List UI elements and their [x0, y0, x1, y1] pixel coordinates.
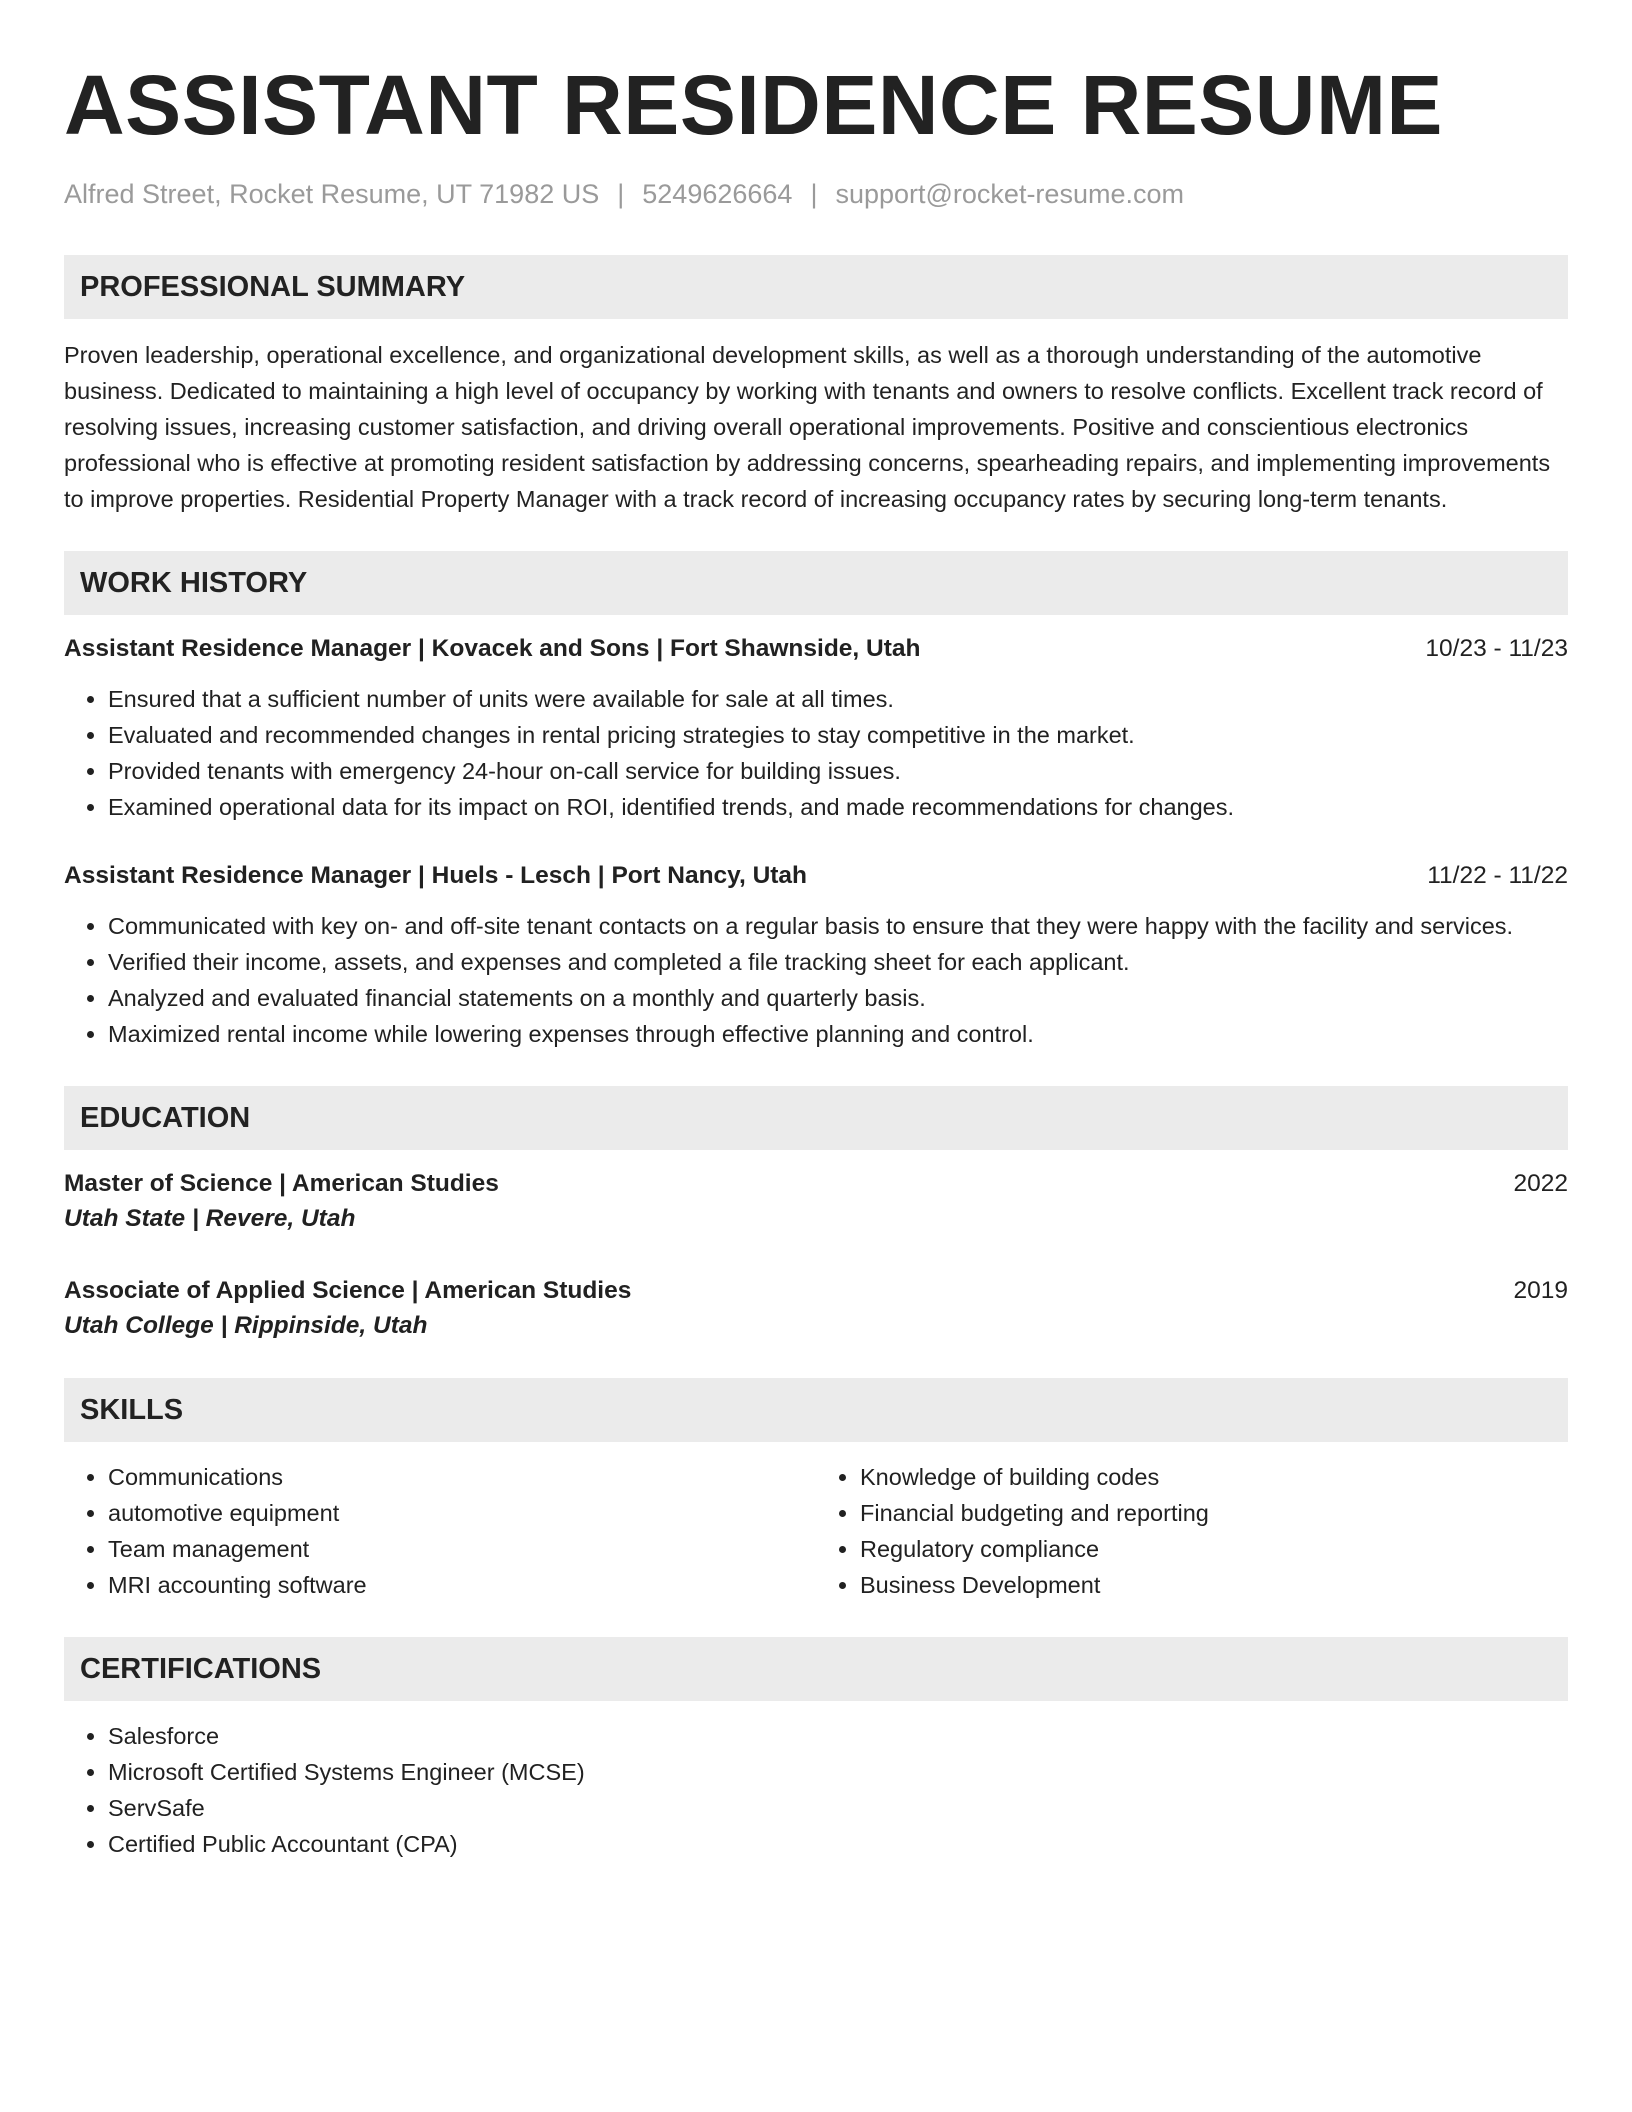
job-bullets	[64, 681, 1568, 825]
job-title: Assistant Residence Manager | Kovacek and Sons | Fort Shawnside, Utah	[64, 635, 921, 662]
job-bullet: • Ensured that a sufficient number of units were available for sale at all times.	[108, 681, 1568, 717]
certifications-list	[64, 1718, 1568, 1862]
job-bullet: • Provided tenants with emergency 24-hour on-call service for building issues.	[108, 753, 1568, 789]
job-dates: 11/22 - 11/22	[1427, 862, 1568, 889]
education-degree: Associate of Applied Science | American Studies	[64, 1277, 632, 1304]
education-entry	[64, 1274, 1568, 1344]
contact-address: Alfred Street, Rocket Resume, UT 71982 US	[64, 179, 600, 209]
section-header-summary: PROFESSIONAL SUMMARY	[64, 255, 1568, 319]
education-school: Utah State | Revere, Utah	[64, 1205, 356, 1232]
job-bullet: • Analyzed and evaluated financial statements on a monthly and quarterly basis.	[108, 980, 1568, 1016]
contact-separator: |	[810, 179, 818, 209]
skill-item: • MRI accounting software	[108, 1567, 816, 1603]
education-year: 2019	[1513, 1277, 1568, 1304]
certification-item: • Certified Public Accountant (CPA)	[108, 1826, 1568, 1862]
job-bullet: • Examined operational data for its impact on ROI, identified trends, and made recommendations for changes.	[108, 789, 1568, 825]
contact-line	[64, 176, 1568, 212]
job-dates: 10/23 - 11/23	[1425, 635, 1568, 662]
contact-phone: 5249626664	[642, 179, 793, 209]
skill-item: • Team management	[108, 1531, 816, 1567]
skills-bullets	[64, 1459, 816, 1603]
skills-list	[64, 1459, 1568, 1603]
section-header-certifications: CERTIFICATIONS	[64, 1637, 1568, 1701]
skills-column-left	[64, 1459, 816, 1603]
education-year: 2022	[1513, 1170, 1568, 1197]
education-school: Utah College | Rippinside, Utah	[64, 1312, 428, 1339]
section-header-skills: SKILLS	[64, 1378, 1568, 1442]
section-header-work-history: WORK HISTORY	[64, 551, 1568, 615]
skill-item: • Communications	[108, 1459, 816, 1495]
education-header	[64, 1274, 1568, 1308]
certification-item: • Salesforce	[108, 1718, 1568, 1754]
job-bullet: • Communicated with key on- and off-site tenant contacts on a regular basis to ensure that they were happy with the facility and services.	[108, 908, 1568, 944]
contact-separator: |	[617, 179, 625, 209]
certification-item: • Microsoft Certified Systems Engineer (MCSE)	[108, 1754, 1568, 1790]
section-header-education: EDUCATION	[64, 1086, 1568, 1150]
skills-bullets	[816, 1459, 1568, 1603]
education-degree: Master of Science | American Studies	[64, 1170, 499, 1197]
job-header	[64, 632, 1568, 666]
resume-title: ASSISTANT RESIDENCE RESUME	[64, 58, 1443, 152]
job-header	[64, 859, 1568, 893]
skill-item: • Knowledge of building codes	[860, 1459, 1568, 1495]
skill-item: • Regulatory compliance	[860, 1531, 1568, 1567]
summary-text: Proven leadership, operational excellence, and organizational development skills, as well as a thorough understanding of the automotive business. Dedicated to maintaining a high level of occupancy by working with tenants and owners to resolve conflicts. Excellent track record of resolving issues, increasing customer satisfaction, and driving overall operational improvements. Positive and conscientious electronics professional who is effective at promoting resident satisfaction by addressing concerns, spearheading repairs, and implementing improvements to improve properties. Residential Property Manager with a track record of increasing occupancy rates by securing long-term tenants.	[64, 342, 1551, 512]
skills-column-right	[816, 1459, 1568, 1603]
job-bullets	[64, 908, 1568, 1052]
job-bullet: • Verified their income, assets, and expenses and completed a file tracking sheet for each applicant.	[108, 944, 1568, 980]
job-entry	[64, 632, 1568, 825]
skill-item: • Business Development	[860, 1567, 1568, 1603]
contact-email: support@rocket-resume.com	[835, 179, 1184, 209]
education-header	[64, 1167, 1568, 1201]
certification-item: • ServSafe	[108, 1790, 1568, 1826]
skill-item: • automotive equipment	[108, 1495, 816, 1531]
education-entry	[64, 1167, 1568, 1237]
job-title: Assistant Residence Manager | Huels - Lesch | Port Nancy, Utah	[64, 862, 808, 889]
job-entry	[64, 859, 1568, 1052]
job-bullet: • Evaluated and recommended changes in rental pricing strategies to stay competitive in the market.	[108, 717, 1568, 753]
skill-item: • Financial budgeting and reporting	[860, 1495, 1568, 1531]
job-bullet: • Maximized rental income while lowering expenses through effective planning and control.	[108, 1016, 1568, 1052]
